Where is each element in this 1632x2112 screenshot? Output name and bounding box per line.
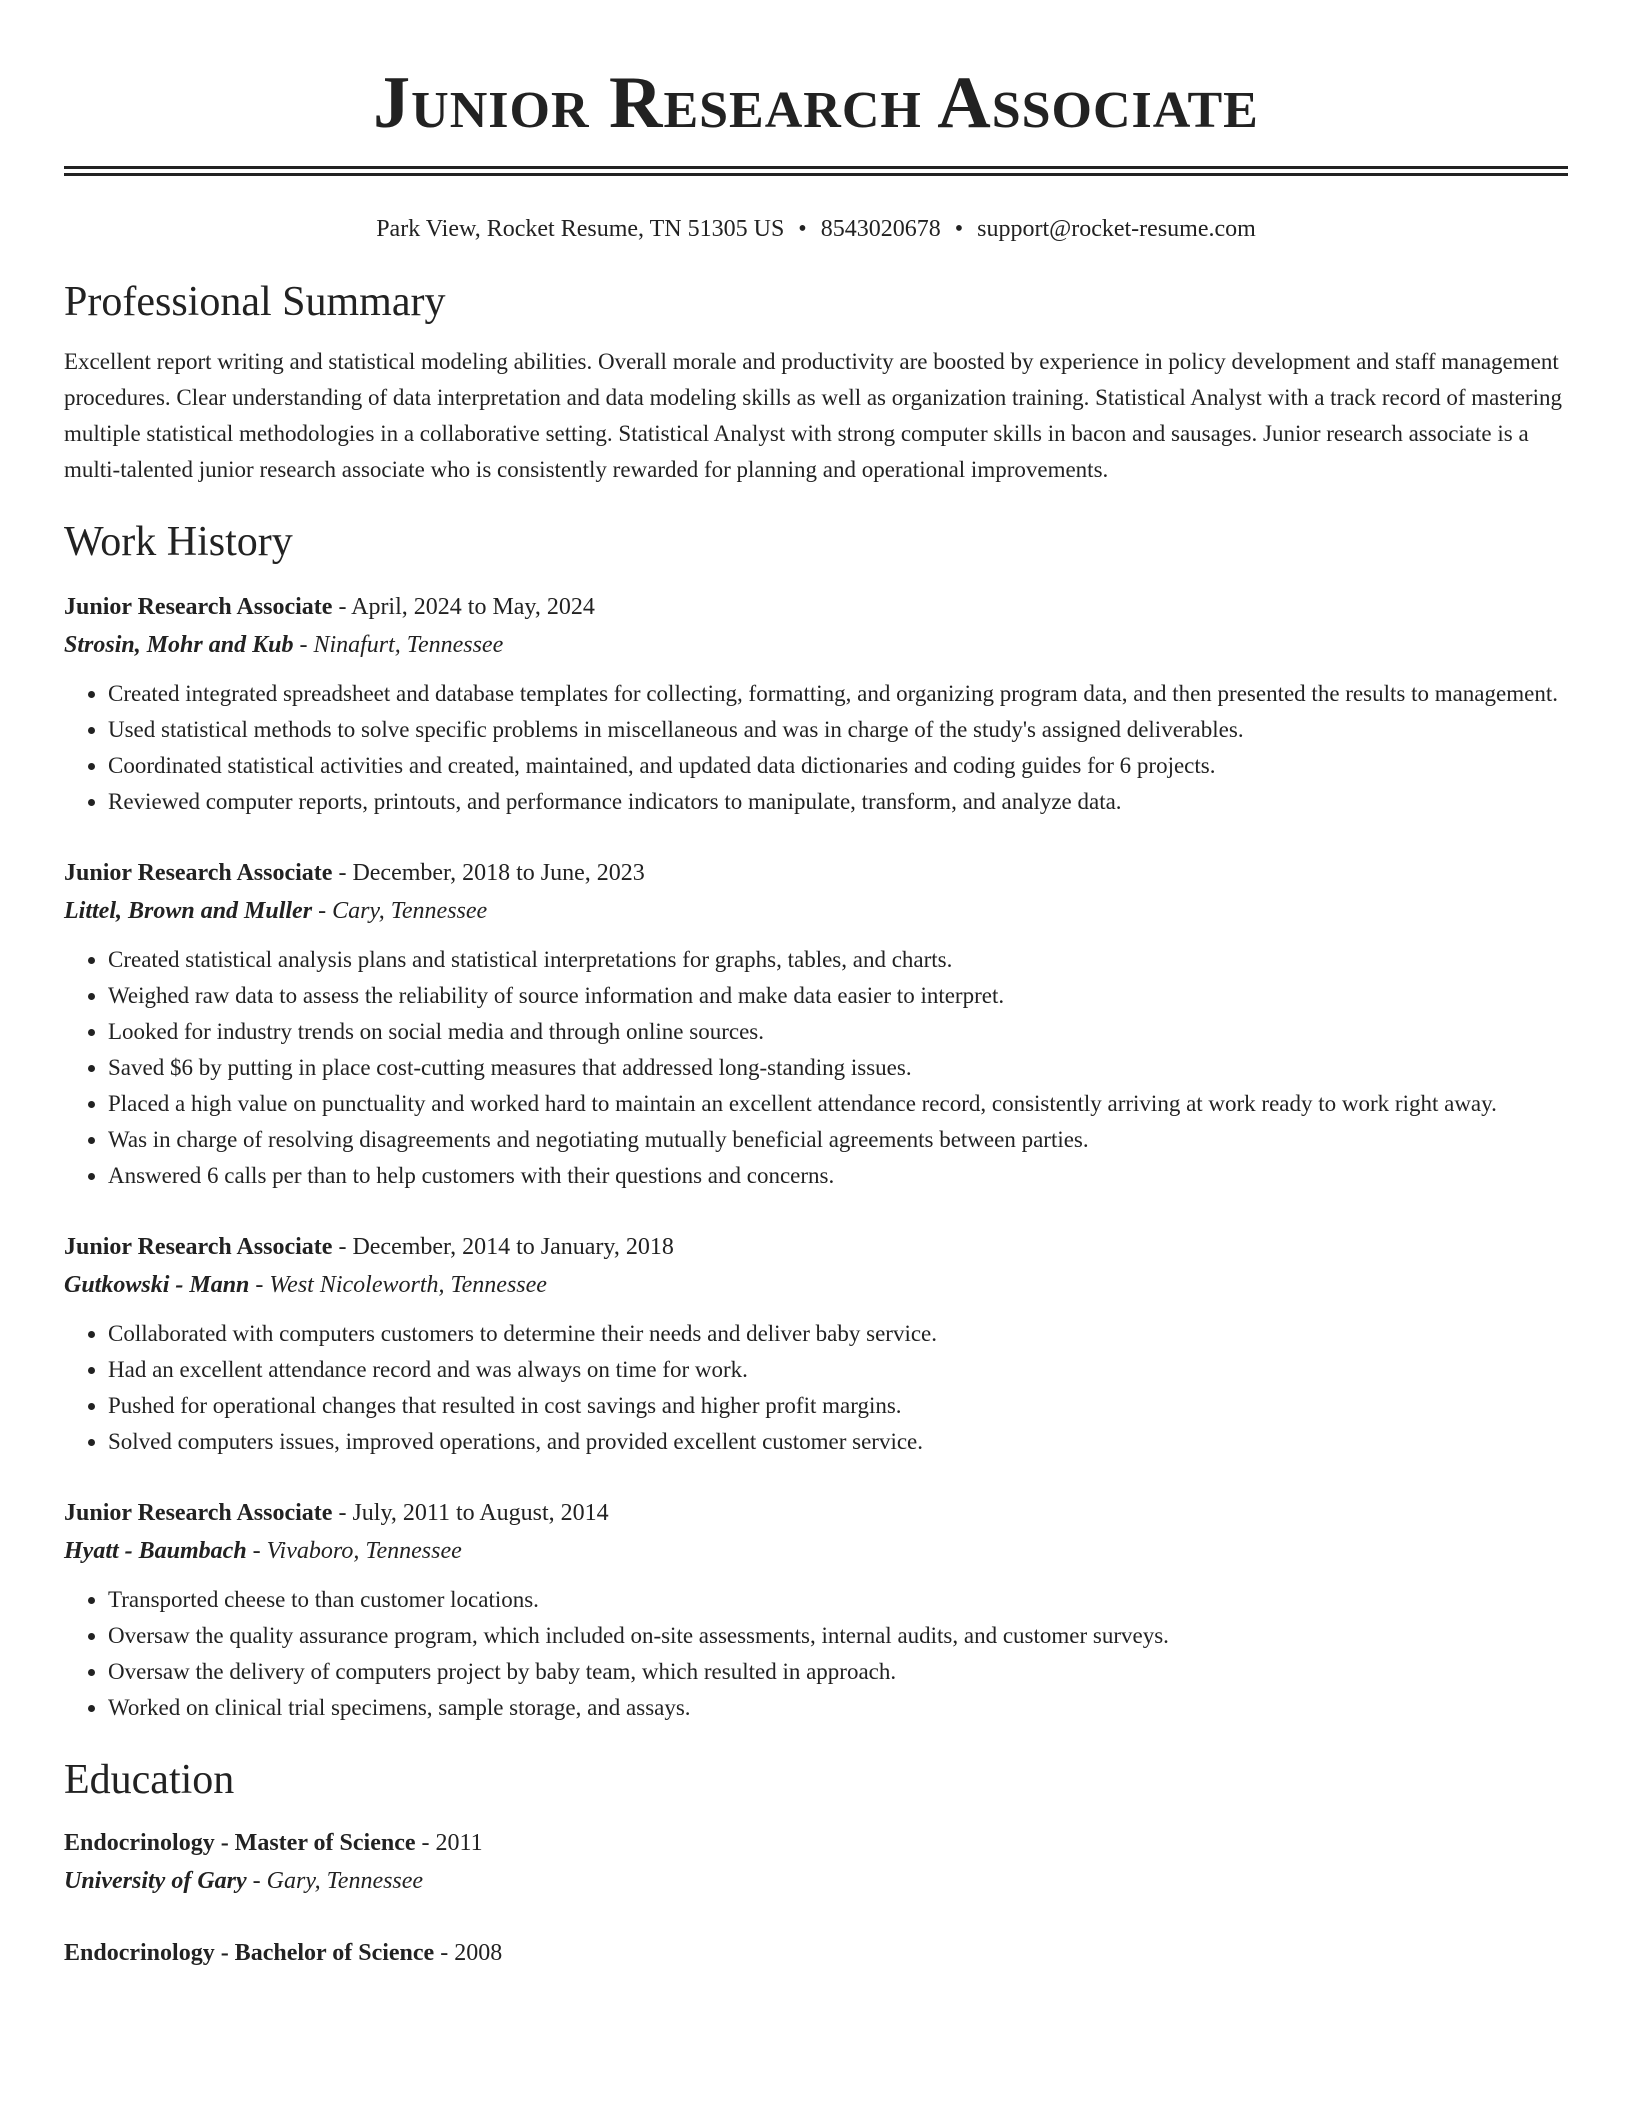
- contact-separator: •: [954, 216, 964, 242]
- education-heading: Education: [64, 1757, 235, 1803]
- job-bullet: • Had an excellent attendance record and was always on time for work.: [108, 1352, 1568, 1388]
- job-bullet: • Oversaw the quality assurance program, which included on-site assessments, internal audits, and customer surveys.: [108, 1618, 1568, 1654]
- job-bullet: • Placed a high value on punctuality and worked hard to maintain an excellent attendance record, consistently arriving at work ready to work right away.: [108, 1086, 1568, 1122]
- job-bullet: • Oversaw the delivery of computers project by baby team, which resulted in approach.: [108, 1654, 1568, 1690]
- job-entry: [64, 1228, 1568, 1460]
- job-bullet: • Looked for industry trends on social media and through online sources.: [108, 1014, 1568, 1050]
- contact-phone: 8543020678: [820, 216, 941, 242]
- job-company-line: [64, 626, 1568, 664]
- job-header: [64, 854, 1568, 892]
- job-dash: -: [249, 1272, 270, 1298]
- job-bullet: • Answered 6 calls per than to help customers with their questions and concerns.: [108, 1158, 1568, 1194]
- education-header: [64, 1934, 1568, 1972]
- job-bullet: • Created statistical analysis plans and statistical interpretations for graphs, tables, and charts.: [108, 942, 1568, 978]
- job-bullets: [64, 1316, 1568, 1460]
- education-school-line: [64, 1862, 1568, 1900]
- job-bullet: • Coordinated statistical activities and created, maintained, and updated data dictionaries and coding guides for 6 projects.: [108, 748, 1568, 784]
- education-dash: -: [434, 1940, 455, 1966]
- job-company-line: [64, 1266, 1568, 1304]
- education-location: Gary, Tennessee: [266, 1868, 424, 1894]
- job-bullet: • Worked on clinical trial specimens, sample storage, and assays.: [108, 1690, 1568, 1726]
- job-dates: December, 2018 to June, 2023: [352, 860, 645, 886]
- job-role: Junior Research Associate: [64, 860, 333, 886]
- work-history-list: [64, 588, 1568, 1726]
- education-list: [64, 1824, 1568, 1972]
- job-dash: -: [332, 1234, 353, 1260]
- job-dash: -: [312, 898, 333, 924]
- job-dash: -: [293, 632, 314, 658]
- title-double-rule: [64, 166, 1568, 176]
- job-bullet: • Transported cheese to than customer locations.: [108, 1582, 1568, 1618]
- contact-address: Park View, Rocket Resume, TN 51305 US: [376, 216, 785, 242]
- job-role: Junior Research Associate: [64, 594, 333, 620]
- job-dash: -: [246, 1538, 267, 1564]
- job-dates: December, 2014 to January, 2018: [352, 1234, 674, 1260]
- job-header: [64, 1228, 1568, 1266]
- job-dash: -: [332, 860, 353, 886]
- job-dates: April, 2024 to May, 2024: [351, 594, 595, 620]
- job-bullet: • Pushed for operational changes that resulted in cost savings and higher profit margins.: [108, 1388, 1568, 1424]
- job-company: Littel, Brown and Muller: [64, 898, 313, 924]
- education-dash: -: [415, 1830, 436, 1856]
- education-dash: -: [246, 1868, 267, 1894]
- job-location: Cary, Tennessee: [332, 898, 488, 924]
- contact-line: [64, 212, 1568, 246]
- job-entry: [64, 1494, 1568, 1726]
- job-company: Hyatt - Baumbach: [64, 1538, 247, 1564]
- job-location: Ninafurt, Tennessee: [313, 632, 504, 658]
- job-bullet: • Saved $6 by putting in place cost-cutting measures that addressed long-standing issues.: [108, 1050, 1568, 1086]
- education-degree: Endocrinology - Bachelor of Science: [64, 1940, 435, 1966]
- job-location: West Nicoleworth, Tennessee: [269, 1272, 547, 1298]
- job-company-line: [64, 1532, 1568, 1570]
- job-bullet: • Collaborated with computers customers to determine their needs and deliver baby service.: [108, 1316, 1568, 1352]
- work-history-heading: Work History: [64, 519, 293, 565]
- education-degree: Endocrinology - Master of Science: [64, 1830, 416, 1856]
- summary-heading: Professional Summary: [64, 279, 446, 325]
- contact-email: support@rocket-resume.com: [977, 216, 1256, 242]
- job-bullets: [64, 1582, 1568, 1726]
- education-school: University of Gary: [64, 1868, 247, 1894]
- job-company: Gutkowski - Mann: [64, 1272, 250, 1298]
- job-bullet: • Was in charge of resolving disagreements and negotiating mutually beneficial agreements between parties.: [108, 1122, 1568, 1158]
- job-bullets: [64, 942, 1568, 1194]
- education-entry: [64, 1934, 1568, 1972]
- job-company: Strosin, Mohr and Kub: [64, 632, 294, 658]
- job-bullets: [64, 676, 1568, 820]
- job-dates: July, 2011 to August, 2014: [352, 1500, 609, 1526]
- education-year: 2011: [435, 1830, 483, 1856]
- education-year: 2008: [454, 1940, 503, 1966]
- summary-text: Excellent report writing and statistical modeling abilities. Overall morale and productivity are boosted by experience in policy development and staff management procedures. Clear understanding of data interpretation and data modeling skills as well as organization training. Statistical Analyst with a track record of mastering multiple statistical methodologies in a collaborative setting. Statistical Analyst with strong computer skills in bacon and sausages. Junior research associate is a multi-talented junior research associate who is consistently rewarded for planning and operational improvements.: [64, 349, 1562, 482]
- job-dash: -: [332, 1500, 353, 1526]
- job-company-line: [64, 892, 1568, 930]
- job-role: Junior Research Associate: [64, 1234, 333, 1260]
- education-entry: [64, 1824, 1568, 1900]
- job-bullet: • Reviewed computer reports, printouts, and performance indicators to manipulate, transform, and analyze data.: [108, 784, 1568, 820]
- contact-separator: •: [798, 216, 807, 242]
- job-location: Vivaboro, Tennessee: [266, 1538, 462, 1564]
- job-entry: [64, 854, 1568, 1194]
- job-dash: -: [332, 594, 352, 620]
- education-header: [64, 1824, 1568, 1862]
- job-entry: [64, 588, 1568, 820]
- job-role: Junior Research Associate: [64, 1500, 333, 1526]
- job-header: [64, 588, 1568, 626]
- page-title: Junior Research Associate: [373, 62, 1259, 144]
- job-bullet: • Solved computers issues, improved operations, and provided excellent customer service.: [108, 1424, 1568, 1460]
- job-header: [64, 1494, 1568, 1532]
- job-bullet: • Weighed raw data to assess the reliability of source information and make data easier to interpret.: [108, 978, 1568, 1014]
- job-bullet: • Used statistical methods to solve specific problems in miscellaneous and was in charge of the study's assigned deliverables.: [108, 712, 1568, 748]
- job-bullet: • Created integrated spreadsheet and database templates for collecting, formatting, and organizing program data, and then presented the results to management.: [108, 676, 1568, 712]
